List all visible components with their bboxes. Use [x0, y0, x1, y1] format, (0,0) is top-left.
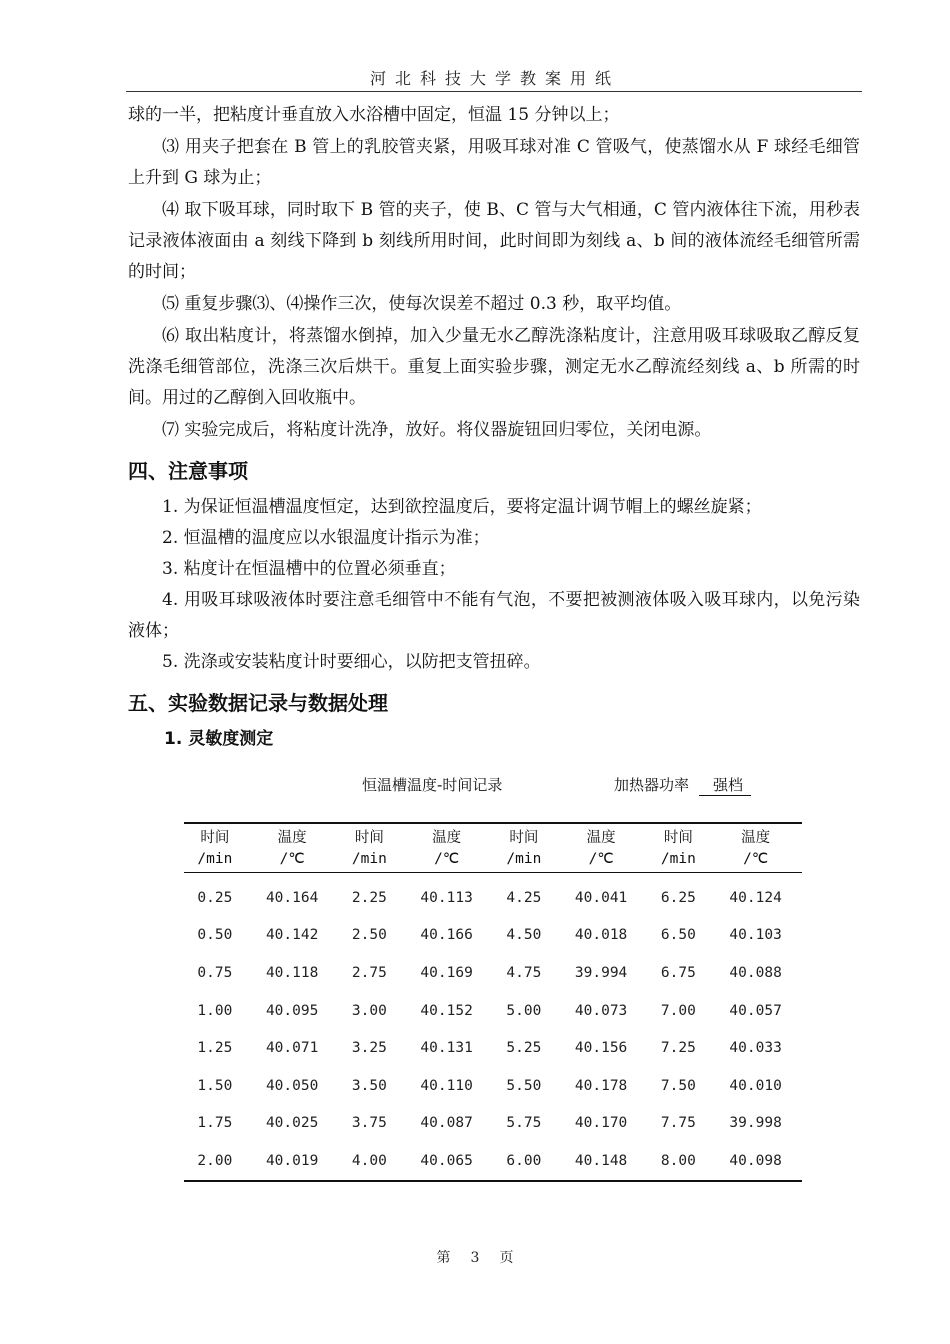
cell-time: 0.50	[197, 927, 233, 944]
cell-time: 1.00	[197, 1002, 233, 1019]
cell-time: 2.75	[351, 964, 387, 981]
cell-temperature: 40.110	[420, 1077, 473, 1094]
cell-time: 5.25	[506, 1040, 542, 1057]
table-row	[184, 992, 802, 1030]
cell-time: 6.00	[506, 1152, 542, 1169]
cell-temperature: 40.142	[265, 927, 319, 944]
note-item-1: 1. 为保证恒温槽温度恒定，达到欲控温度后，要将定温计调节帽上的螺丝旋紧；	[162, 497, 762, 517]
cell-time: 6.25	[660, 889, 696, 906]
paragraph-step5: ⑸ 重复步骤⑶、⑷操作三次，使每次误差不超过 0.3 秒，取平均值。	[162, 294, 682, 314]
paragraph-step6: ⑹ 取出粘度计，将蒸馏水倒掉，加入少量无水乙醇洗涤粘度计，注意用吸耳球吸取乙醇反复洗涤毛细管部位，洗涤三次后烘干。重复上面实验步骤，测定无水乙醇流经刻线 a、b 所需的时间。用过的乙醇倒入回收瓶中。	[128, 326, 860, 408]
cell-time: 3.25	[351, 1040, 387, 1057]
document-body	[128, 100, 860, 802]
header-temperature: 温度 /℃	[277, 830, 307, 867]
temperature-time-table	[184, 822, 802, 1182]
cell-temperature: 40.164	[265, 889, 319, 906]
cell-temperature: 40.088	[729, 964, 782, 981]
cell-temperature: 40.041	[574, 889, 628, 906]
header-time: 时间 /min	[197, 830, 233, 867]
cell-temperature: 40.152	[420, 1002, 473, 1019]
table-caption: 恒温槽温度-时间记录	[362, 776, 503, 794]
cell-temperature: 40.087	[420, 1115, 473, 1132]
table-row	[184, 1142, 802, 1181]
cell-temperature: 40.073	[574, 1002, 628, 1019]
cell-temperature: 40.019	[265, 1152, 319, 1169]
heater-power-label: 加热器功率	[614, 776, 690, 794]
table-row	[184, 1105, 802, 1143]
header-time: 时间 /min	[506, 830, 542, 867]
cell-time: 2.00	[197, 1152, 233, 1169]
cell-time: 7.50	[660, 1077, 696, 1094]
cell-time: 3.50	[351, 1077, 387, 1094]
cell-temperature: 40.057	[729, 1002, 782, 1019]
table-row	[184, 954, 802, 992]
note-item-4: 4. 用吸耳球吸液体时要注意毛细管中不能有气泡，不要把被测液体吸入吸耳球内，以免污染液体；	[128, 590, 860, 641]
header-temperature: 温度 /℃	[586, 830, 616, 867]
cell-temperature: 40.010	[729, 1077, 782, 1094]
cell-time: 3.00	[351, 1002, 387, 1019]
header-temperature: 温度 /℃	[741, 830, 771, 867]
cell-temperature: 40.113	[420, 889, 473, 906]
cell-time: 6.75	[660, 964, 696, 981]
cell-time: 1.25	[197, 1040, 233, 1057]
table-caption-row	[128, 768, 860, 802]
table-row	[184, 1029, 802, 1067]
note-item-2: 2. 恒温槽的温度应以水银温度计指示为准；	[162, 528, 490, 548]
header-time: 时间 /min	[351, 830, 387, 867]
cell-temperature: 40.131	[420, 1040, 473, 1057]
cell-temperature: 40.124	[729, 889, 782, 906]
table-row	[184, 917, 802, 955]
note-item-5: 5. 洗涤或安装粘度计时要细心，以防把支管扭碎。	[162, 652, 541, 672]
cell-time: 7.75	[660, 1115, 696, 1132]
paragraph-step7: ⑺ 实验完成后，将粘度计洗净，放好。将仪器旋钮回归零位，关闭电源。	[162, 420, 712, 440]
page-footer	[0, 1247, 950, 1267]
cell-temperature: 40.170	[574, 1115, 628, 1132]
section-heading-data: 五、实验数据记录与数据处理	[128, 691, 388, 715]
cell-time: 1.75	[197, 1115, 233, 1132]
cell-temperature: 40.169	[420, 964, 473, 981]
cell-time: 8.00	[660, 1152, 696, 1169]
cell-time: 7.00	[660, 1002, 696, 1019]
cell-time: 4.25	[506, 889, 542, 906]
cell-time: 3.75	[351, 1115, 387, 1132]
cell-time: 0.25	[197, 889, 233, 906]
cell-time: 0.75	[197, 964, 233, 981]
cell-temperature: 40.071	[265, 1040, 319, 1057]
cell-time: 2.50	[351, 927, 387, 944]
cell-time: 6.50	[660, 927, 696, 944]
cell-time: 4.00	[351, 1152, 387, 1169]
cell-temperature: 40.166	[420, 927, 473, 944]
cell-temperature: 40.156	[574, 1040, 628, 1057]
cell-time: 2.25	[351, 889, 387, 906]
subsection-heading-sensitivity: 1. 灵敏度测定	[164, 729, 274, 749]
header-time: 时间 /min	[660, 830, 696, 867]
header-rule	[126, 91, 862, 92]
cell-temperature: 40.095	[265, 1002, 319, 1019]
paragraph-step2-cont: 球的一半，把粘度计垂直放入水浴槽中固定，恒温 15 分钟以上；	[128, 105, 620, 125]
cell-temperature: 40.065	[420, 1152, 473, 1169]
cell-time: 1.50	[197, 1077, 233, 1094]
heater-power-value: 强档	[699, 774, 751, 796]
table-row	[184, 873, 802, 917]
paragraph-step3: ⑶ 用夹子把套在 B 管上的乳胶管夹紧，用吸耳球对准 C 管吸气，使蒸馏水从 F 球经毛细管上升到 G 球为止；	[128, 137, 860, 188]
paragraph-step4: ⑷ 取下吸耳球，同时取下 B 管的夹子，使 B、C 管与大气相通，C 管内液体往下流，用秒表记录液体液面由 a 刻线下降到 b 刻线所用时间，此时间即为刻线 a、b 间的液体流经毛细管所需的时间；	[128, 200, 860, 282]
cell-temperature: 39.994	[574, 964, 628, 981]
section-heading-notes: 四、注意事项	[128, 459, 248, 483]
cell-temperature: 39.998	[729, 1115, 782, 1132]
cell-time: 5.50	[506, 1077, 542, 1094]
header-temperature: 温度 /℃	[432, 830, 462, 867]
cell-temperature: 40.025	[265, 1115, 319, 1132]
cell-temperature: 40.148	[574, 1152, 628, 1169]
table-body	[184, 873, 802, 1181]
page-suffix: 页	[499, 1250, 514, 1266]
page-number: 3	[470, 1250, 480, 1266]
heater-power	[614, 774, 751, 796]
cell-temperature: 40.178	[574, 1077, 628, 1094]
cell-temperature: 40.033	[729, 1040, 782, 1057]
cell-temperature: 40.018	[574, 927, 628, 944]
cell-temperature: 40.118	[265, 964, 319, 981]
cell-temperature: 40.050	[265, 1077, 319, 1094]
cell-time: 5.75	[506, 1115, 542, 1132]
cell-time: 4.50	[506, 927, 542, 944]
page-header: 河北科技大学教案用纸	[369, 69, 620, 88]
cell-time: 7.25	[660, 1040, 696, 1057]
cell-time: 4.75	[506, 964, 542, 981]
table-row	[184, 1067, 802, 1105]
note-item-3: 3. 粘度计在恒温槽中的位置必须垂直；	[162, 559, 456, 579]
cell-time: 5.00	[506, 1002, 542, 1019]
cell-temperature: 40.098	[729, 1152, 782, 1169]
page-prefix: 第	[436, 1250, 451, 1266]
table-header-row	[184, 823, 802, 873]
cell-temperature: 40.103	[729, 927, 782, 944]
